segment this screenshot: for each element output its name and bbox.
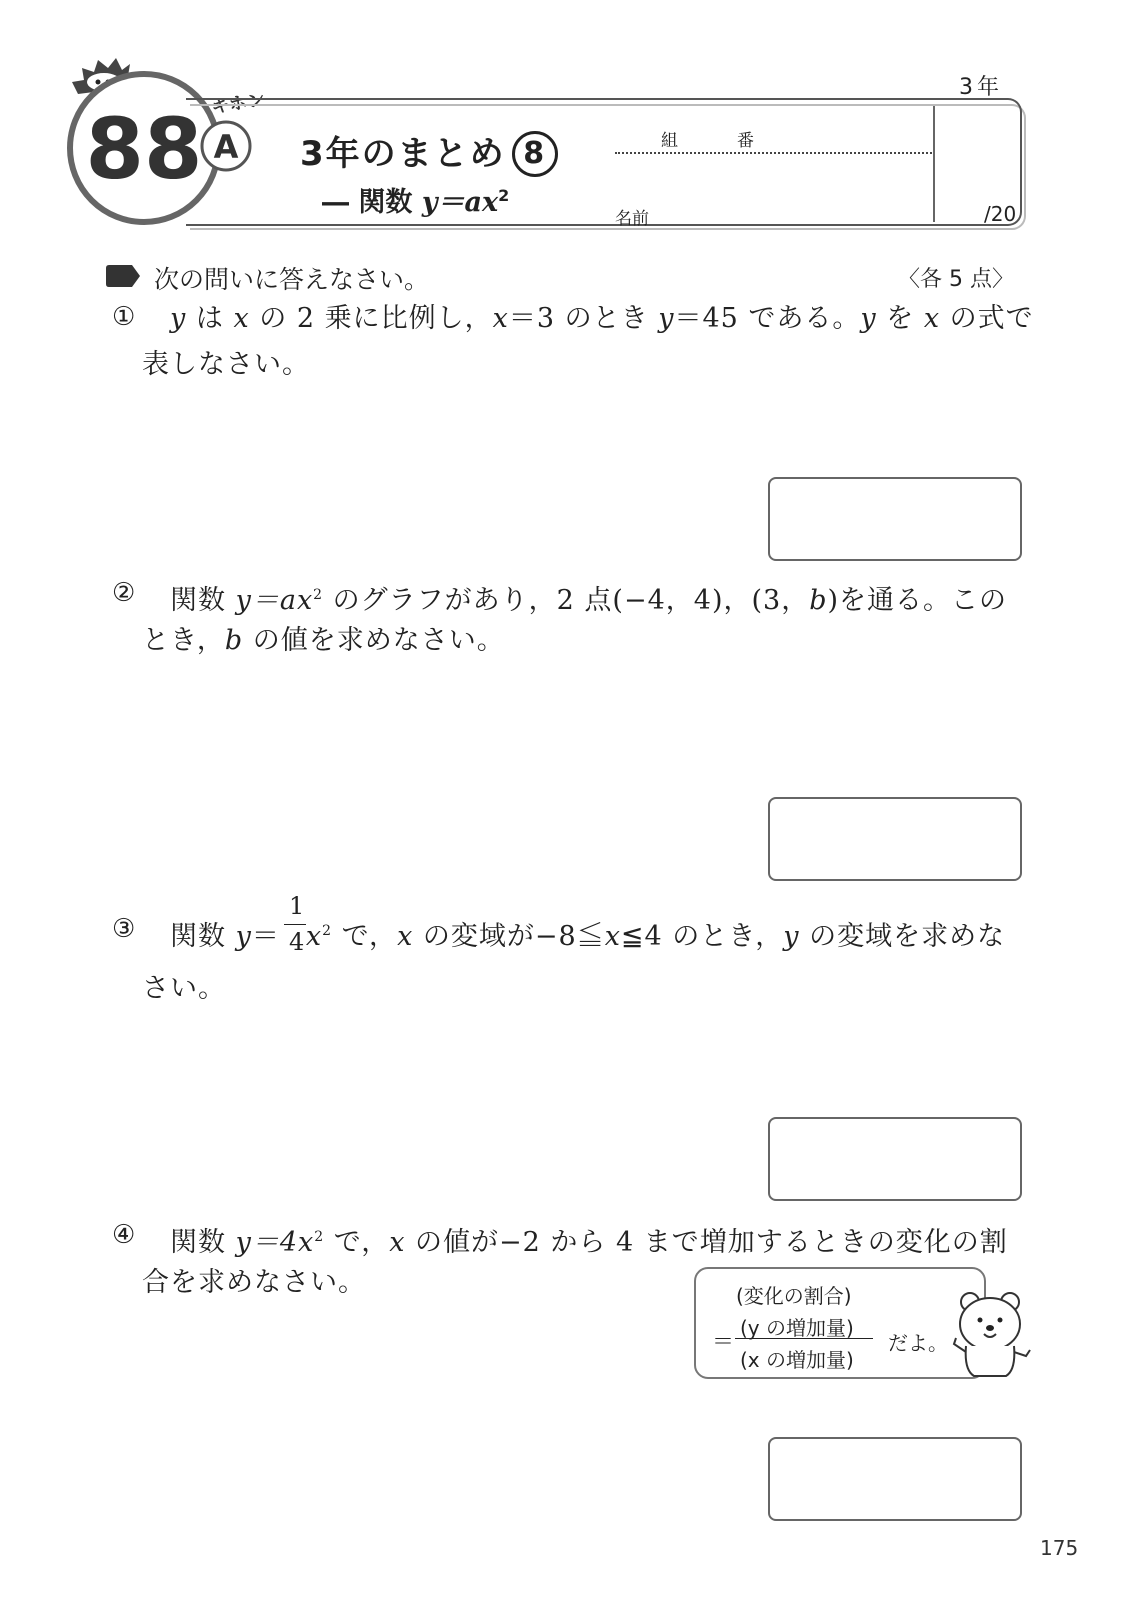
- lesson-title: [300, 126, 558, 177]
- question-4-number: ④: [112, 1220, 136, 1250]
- question-4-line2: 合を求めなさい。: [142, 1267, 366, 1298]
- subtitle-prefix: ― 関数: [322, 187, 422, 218]
- answer-box-4[interactable]: [768, 1437, 1022, 1521]
- subtitle-exponent: 2: [498, 186, 510, 205]
- lesson-subtitle: [322, 180, 509, 219]
- grade-label: 3年: [959, 75, 1003, 100]
- class-label: 組: [661, 131, 678, 151]
- hint-fraction-bar: [735, 1338, 873, 1339]
- hint-numerator: (y の増加量): [740, 1316, 854, 1340]
- lesson-number: 88: [85, 100, 203, 198]
- score-total: /20: [984, 202, 1017, 226]
- hint-denominator: (x の増加量): [740, 1348, 854, 1372]
- answer-box-2[interactable]: [768, 797, 1022, 881]
- level-name: キホン: [209, 89, 267, 119]
- question-2-number: ②: [112, 578, 136, 608]
- class-number-field[interactable]: [615, 126, 935, 154]
- subtitle-formula: y＝ax: [421, 187, 499, 218]
- hint-tail: だよ。: [888, 1331, 948, 1355]
- hint-heading: (変化の割合): [736, 1284, 852, 1308]
- fraction-denominator: 4: [289, 928, 305, 956]
- page-number: 175: [1040, 1536, 1079, 1560]
- points-label: 〈各 5 点〉: [898, 267, 1014, 292]
- instruction-text: 次の問いに答えなさい。: [154, 265, 430, 294]
- pencil-icon: [104, 264, 142, 288]
- question-3-line1: 関数 $y= x^2$ で，x の変域が−8≦x≦4 のとき，y の変域を求めな: [170, 921, 1006, 952]
- question-1-line2: 表しなさい。: [142, 349, 310, 380]
- name-field[interactable]: 名前: [615, 209, 649, 229]
- bear-mascot-icon: [950, 1290, 1036, 1382]
- answer-box-1[interactable]: [768, 477, 1022, 561]
- question-1-line1: y は x の 2 乗に比例し，x＝3 のとき y＝45 である。y を x の式で: [170, 303, 1034, 334]
- hint-equals: ＝: [712, 1330, 735, 1355]
- fraction-numerator: 1: [289, 892, 305, 920]
- lesson-title-number: 8: [512, 131, 558, 177]
- question-3-line2: さい。: [142, 973, 226, 1004]
- number-label: 番: [737, 131, 754, 151]
- question-3-number: ③: [112, 914, 136, 944]
- question-1-number: ①: [112, 302, 136, 332]
- level-letter: A: [213, 128, 239, 166]
- question-2-line2: とき，b の値を求めなさい。: [142, 625, 505, 656]
- lesson-title-text: 3年のまとめ: [300, 134, 506, 174]
- fraction-bar: [284, 924, 306, 925]
- score-divider: [933, 106, 935, 222]
- question-2-line1: 関数 $y=ax^2$ のグラフがあり，2 点(−4，4)，(3，b)を通る。この: [170, 585, 1008, 616]
- question-4-line1: 関数 $y=4x^2$ で，x の値が−2 から 4 まで増加するときの変化の割: [170, 1227, 1008, 1258]
- answer-box-3[interactable]: [768, 1117, 1022, 1201]
